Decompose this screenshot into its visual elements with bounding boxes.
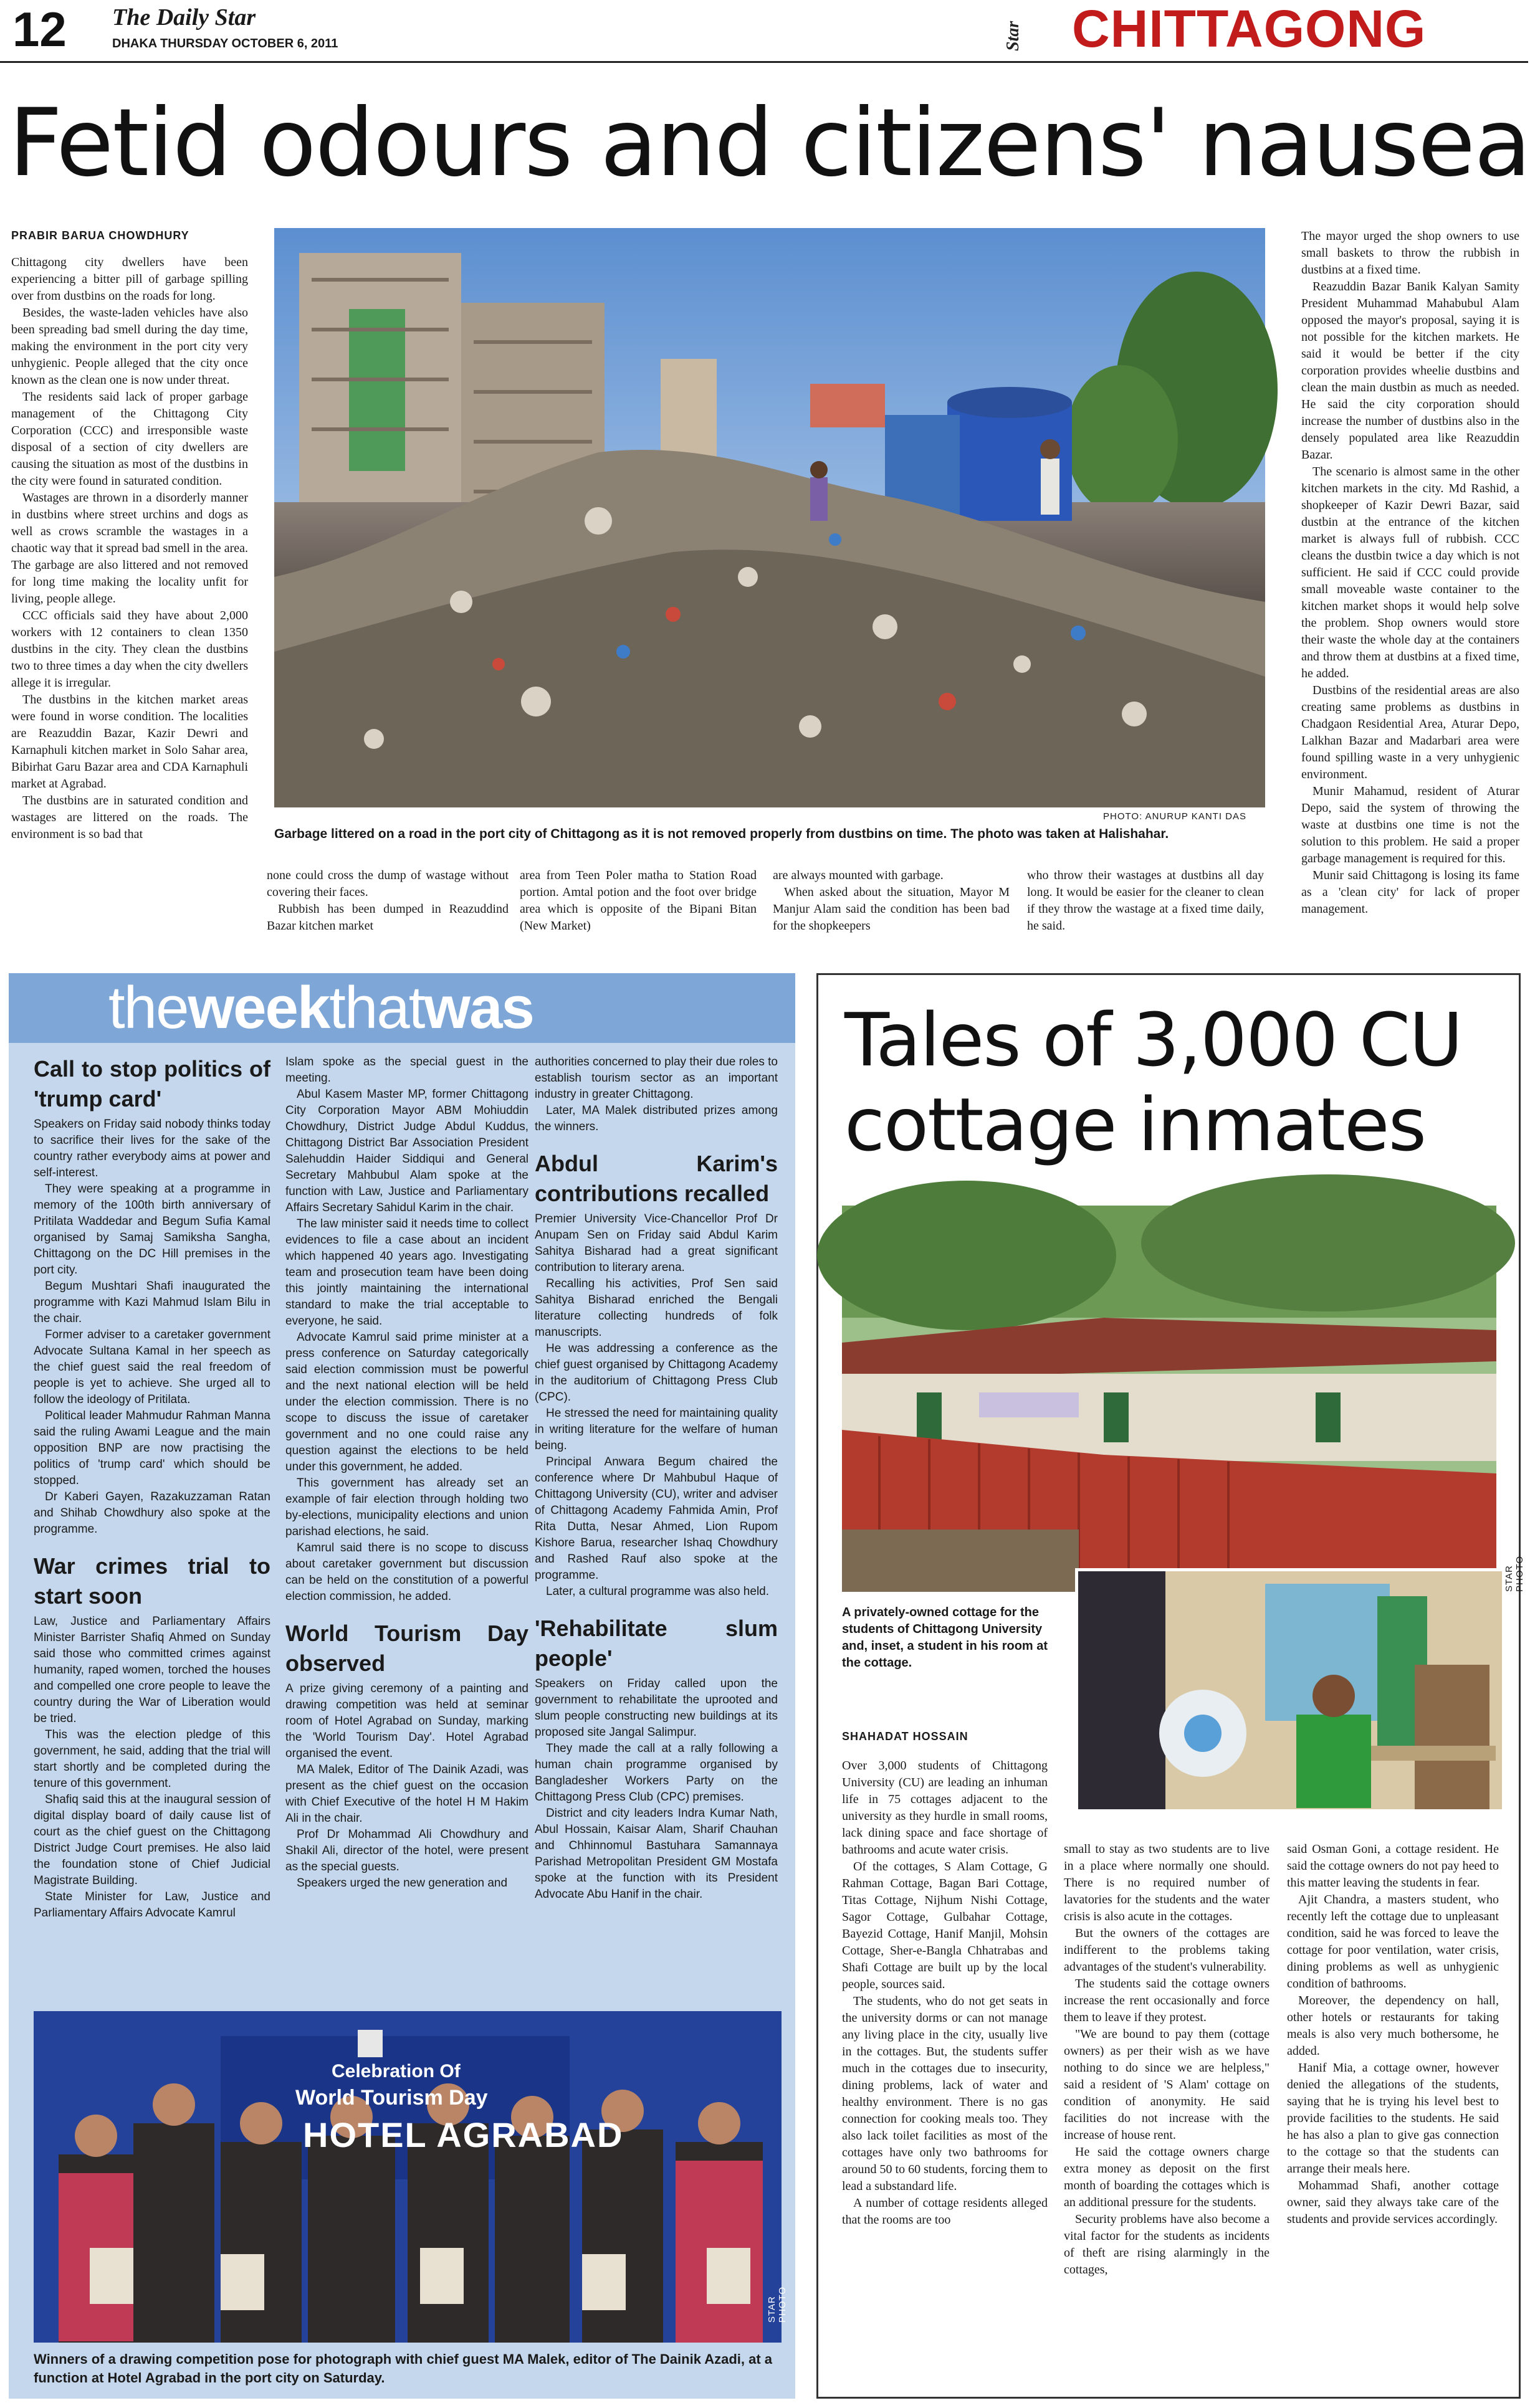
paragraph: The students, who do not get seats in the university dorms or can not manage any living place in the city, usually live in the cottages. But, the students suffer much in the cottages due to insecurity, dining problems, lack of water and healthy environment. There is no gas connection for cooking meals too. They also lack toilet facilities as most of the cottages have only two bathrooms for around 50 to 60 students, forcing them to lead a substandard life. [842,1994,1048,2193]
tourism-day-photo [34,2011,788,2343]
paragraph: Munir Mahamud, resident of Aturar Depo, said the system of throwing the waste at dustbins one time is not the solution to this problem. He said a proper garbage management is required for this. [1301,784,1519,865]
paragraph: said Osman Goni, a cottage resident. He said the cottage owners do not pay heed to this matter leaving the students in fear. [1287,1842,1499,1890]
paragraph: Hanif Mia, a cottage owner, however denied the allegations of the students, saying that he is trying his level best to provide facilities to the students. He said he has also a plan to give gas connection to the cottage so that the students can arrange their meals here. [1287,2061,1499,2176]
paragraph: He said the cottage owners charge extra money as deposit on the first month of boarding the cottages which is an additional pressure for the students. [1064,2145,1269,2209]
section-heading: Abdul Karim's contributions recalled [535,1151,778,1206]
paragraph: none could cross the dump of wastage without covering their faces. [267,868,509,899]
paragraph: Premier University Vice-Chancellor Prof Dr Anupam Sen on Friday said Abdul Karim Sahitya Bisharad had a great significant contribution to literary arena. [535,1212,778,1274]
paragraph: A prize giving ceremony of a painting and drawing competition was held at seminar room of Hotel Agrabad on Sunday, marking the 'World Tourism Day'. Hotel Agrabad organised the event. [285,1682,528,1760]
tourism-banner-line-1: Celebration Of [332,2061,461,2082]
paragraph: This was the election pledge of this government, he said, adding that the trial will start shortly and be completed during the tenure of this government. [34,1728,270,1790]
masthead [0,0,1528,62]
paragraph: Recalling his activities, Prof Sen said Sahitya Bisharad enriched the Bengali literature collecting hundreds of folk manuscripts. [535,1277,778,1339]
section-heading: World Tourism Day observed [285,1620,528,1676]
paragraph: Speakers urged the new generation and [297,1877,508,1890]
paragraph: He stressed the need for maintaining quality in writing literature for the welfare of human being. [535,1407,778,1452]
lead-byline: PRABIR BARUA CHOWDHURY [11,229,189,242]
cottage-caption: A privately-owned cottage for the students of Chittagong University and, inset, a student in his room at the cottage. [842,1606,1048,1670]
paragraph: They were speaking at a programme in memory of the 100th birth anniversary of Pritilata Waddedar and Begum Sufia Kamal organised by Samaj Samiksha Sangha, Chittagong on the DC Hill premises in the port city. [34,1183,270,1277]
paragraph: Speakers on Friday said nobody thinks today to sacrifice their lives for the sake of the country rather everybody aims at power and self-interest. [34,1118,270,1179]
paragraph: small to stay as two students are to live in a place where normally one should. There is no required number of lavatories for the students and the water crisis is also acute in the cottages. [1064,1842,1269,1923]
paragraph: Over 3,000 students of Chittagong University (CU) are leading an inhuman life in 75 cottages adjacent to the university as they hurdle in small rooms, lack dining space and face shortage of bathrooms and acute water crisis. [842,1759,1048,1857]
paragraph: authorities concerned to play their due roles to establish tourism sector as an important industry in greater Chittagong. [535,1055,778,1101]
week-col-2 [285,1054,528,2113]
paragraph: Law, Justice and Parliamentary Affairs Minister Barrister Shafiq Ahmed on Sunday said those who committed crimes against humanity, raped women, torched the houses and compelled one crore people to leave the country during the War of Liberation would be tried. [34,1615,270,1725]
week-that-was-box [9,973,795,2399]
paragraph: State Minister for Law, Justice and Parliamentary Affairs Advocate Kamrul [34,1890,270,1920]
cottage-col-2 [1064,1841,1269,2389]
cottage-headline: Tales of 3,000 CU cottage inmates [844,997,1462,1168]
paragraph: Principal Anwara Begum chaired the conference where Dr Mahbubul Haque of Chittagong University (CU), writer and adviser of Chittagong Academy Fahmida Amin, Prof Rita Dutta, Nesar Ahmed, Lion Rupom Kishore Barua, researcher Ishaq Chowdhury and Rashed Rauf also spoke at the programme. [535,1455,778,1582]
paragraph: Security problems have also become a vital factor for the students as incidents of theft are rising alarmingly in the cottages, [1064,2212,1269,2277]
paragraph: They made the call at a rally following a human chain programme organised by Bangladesher Workers Party on the Chittagong Press Club (CPC) premises. [535,1742,778,1804]
paragraph: "We are bound to pay them (cottage owners) as per their wish as we have nothing to do since we are helpless," said a resident of 'S Alam' cottage on condition of anonymity. He said facilities do not increase with the increase of house rent. [1064,2027,1269,2142]
paragraph: Later, a cultural programme was also held. [546,1585,770,1598]
garbage-photo [274,228,1265,807]
paragraph: who throw their wastages at dustbins all day long. It would be easier for the cleaner to clean if they throw the wastage at a fixed time daily, he said. [1027,868,1264,933]
cottage-photo [842,1206,1496,1592]
tourism-caption: Winners of a drawing competition pose for photograph with chief guest MA Malek, editor of The Dainik Azadi, at a function at Hotel Agrabad in the port city on Saturday. [34,2351,773,2386]
paragraph: Political leader Mahmudur Rahman Manna said the ruling Awami League and the main opposition BNP are now practising the politics of 'trump card' which should be stopped. [34,1409,270,1487]
section-heading: War crimes trial to start soon [34,1553,270,1609]
paragraph: Rubbish has been dumped in Reazuddind Bazar kitchen market [267,902,509,933]
paragraph: Chittagong city dwellers have been experiencing a bitter pill of garbage spilling over from dustbins on the roads for long. [11,255,248,303]
paragraph: Advocate Kamrul said prime minister at a press conference on Saturday categorically said election commission must be powerful and the next national election will be held under the election commission. There is no scope to discuss the issue of caretaker government and no one could raise any question against the elections to be held under this government, he added. [285,1331,528,1473]
cottage-photo-credit: STAR PHOTO [1504,1555,1525,1592]
paragraph: Besides, the waste-laden vehicles have also been spreading bad smell during the day time, making the environment in the port city very unhygienic. People alleged that the city once known as the clean one is now under threat. [11,306,248,387]
paragraph: are always mounted with garbage. [773,868,944,882]
paragraph: Of the cottages, S Alam Cottage, G Rahman Cottage, Bagan Bari Cottage, Titas Cottage, Nijhum Nishi Cottage, Sagor Cottage, Gulbahar Cottage, Bayezid Cottage, Hanif Manjil, Mohsin Cottage, Sher-e-Bangla Chhatrabas and Shafi Cottage are built up by the local people, sources said. [842,1860,1048,1991]
banner-word: that [329,974,424,1041]
tourism-photo-credit: STAR PHOTO [767,2286,788,2323]
paragraph: When asked about the situation, Mayor M Manjur Alam said the condition has been bad for the shopkeepers [773,885,1010,933]
section-name: CHITTAGONG [1072,0,1427,58]
masthead-rule [0,61,1528,63]
paragraph: area from Teen Poler matha to Station Road portion. Amtal potion and the foot over bridge area which is opposite of the Bipani Bitan (New Market) [520,868,757,933]
paragraph: Shafiq said this at the inaugural session of digital display board of daily cause list of court as the chief guest on the Chittagong District Judge Court premises. He also laid the foundation stone of Chief Judicial Magistrate Building. [34,1793,270,1887]
dateline: DHAKA THURSDAY OCTOBER 6, 2011 [112,37,338,50]
paragraph: The law minister said it needs time to collect evidences to file a case about an incident which happened 40 years ago. Investigating team and prosecution team have been doing this jointly maintaining the international standard to make the trial acceptable to everyone, he said. [285,1217,528,1328]
paragraph: Abul Kasem Master MP, former Chittagong City Corporation Mayor ABM Mohiuddin Chowdhury, District Judge Abdul Kuddus, Chittagong District Bar Association President Salehuddin Haider Siddiqui and General Secretary Mahbubul Alam spoke at the function with Law, Justice and Parliamentary Affairs Secretary Sahidul Karim in the chair. [285,1088,528,1214]
section-heading: 'Rehabilitate slum people' [535,1616,778,1671]
paragraph: Islam spoke as the special guest in the meeting. [285,1055,528,1085]
paragraph: Later, MA Malek distributed prizes among the winners. [535,1104,778,1133]
lead-col-right [1301,228,1519,938]
section-heading: Call to stop politics of 'trump card' [34,1056,270,1111]
lead-col-3 [520,867,757,935]
lead-headline: Fetid odours and citizens' nausea [9,89,1530,197]
paragraph: Kamrul said there is no scope to discuss about caretaker government but discussion can be held on the constitution of a powerful election commission, he added. [285,1541,528,1603]
paragraph: Begum Mushtari Shafi inaugurated the programme with Kazi Mahmud Islam Bilu in the chair. [34,1280,270,1325]
paragraph: Dr Kaberi Gayen, Razakuzzaman Ratan and Shihab Chowdhury also spoke at the programme. [34,1490,270,1536]
garbage-scene-image [274,228,1265,807]
week-banner-text [108,974,533,1042]
banner-word: was [424,974,533,1041]
paper-name: The Daily Star [112,4,256,31]
paragraph: Wastages are thrown in a disorderly manner in dustbins where street urchins and dogs as well as crows scramble the wastages in a chaotic way that it spread bad smell in the area. The garbage are also littered and not removed for long time making the locality unfit for living, people allege. [11,491,248,606]
banner-word: the [108,974,188,1041]
banner-word: week [188,974,330,1041]
paragraph: Reazuddin Bazar Banik Kalyan Samity President Muhammad Mahabubul Alam opposed the mayor's proposal, saying it is not possible for the kitchen markets. He said it would be better if the city corporation provides wheelie dustbins and clean the main dustbin as much as needed. He said the city corporation should increase the number of dustbins also in the densely populated area like Reazuddin Bazar. [1301,280,1519,462]
lead-photo-credit: PHOTO: ANURUP KANTI DAS [1103,811,1246,822]
paragraph: Munir said Chittagong is losing its fame as a 'clean city' for lack of proper management. [1301,868,1519,916]
paragraph: Prof Dr Mohammad Ali Chowdhury and Shakil Ali, director of the hotel, were present as the special guests. [285,1828,528,1873]
paragraph: Dustbins of the residential areas are also creating same problems as dustbins in Chadgaon Residential Area, Aturar Depo, Lalkhan Bazar and Madarbari area were found spilling waste in a very unhygienic environment. [1301,683,1519,781]
paragraph: District and city leaders Indra Kumar Nath, Abul Hossain, Kaisar Alam, Sharif Chauhan and Chhinnomul Bastuhara Samannaya Parishad Metropolitan President GM Mostafa spoke at the function with its President Advocate Abu Hanif in the chair. [535,1807,778,1901]
paragraph: Ajit Chandra, a masters student, who recently left the cottage due to unpleasant condition, said he was forced to leave the cottage for poor ventilation, water crisis, dining problems as well as unhygienic condition of bathrooms. [1287,1893,1499,1991]
paragraph: This government has already set an example of fair election through holding two by-elections, municipality elections and union parishad elections, he said. [285,1477,528,1538]
page-number: 12 [12,2,67,57]
paragraph: CCC officials said they have about 2,000 workers with 12 containers to clean 1350 dustbins in the city. They clean the dustbins two to three times a day when the city dwellers allege it is irregular. [11,609,248,690]
paragraph: The dustbins in the kitchen market areas were found in worse condition. The localities are Reazuddin Bazar, Kazir Dewri and Karnaphuli kitchen market in Solo Sahar area, Bibirhat Garu Bazar area and CDA Karnaphuli market at Agrabad. [11,693,248,791]
paragraph: The mayor urged the shop owners to use small baskets to throw the rubbish in dustbins at a fixed time. [1301,229,1519,277]
paragraph: Mohammad Shafi, another cottage owner, said they always take care of the students and provide services accordingly. [1287,2179,1499,2226]
cottage-story-box [816,973,1525,2399]
paragraph: A number of cottage residents alleged that the rooms are too [842,2196,1048,2227]
paragraph: Former adviser to a caretaker government Advocate Sultana Kamal in her speech as the chief guest said the real freedom of people is yet to achieve. She urged all to follow the ideology of Pritilata. [34,1328,270,1406]
student-room-image [1078,1571,1502,1809]
paragraph: But the owners of the cottages are indifferent to the problems taking advantages of the student's vulnerability. [1064,1926,1269,1974]
cottage-inset-photo [1075,1568,1505,1812]
cottage-exterior-image [842,1206,1496,1592]
lead-col-5 [1027,867,1264,935]
cottage-col-1 [842,1758,1048,2387]
week-col-1 [34,1054,270,2113]
paragraph: The dustbins are in saturated condition and wastages are littered on the roads. The environment is so bad that [11,794,248,841]
paragraph: The scenario is almost same in the other kitchen markets in the city. Md Rashid, a shopkeeper of Kazir Dewri Bazar, said dustbin at the entrance of the kitchen market is always full of rubbish. CCC cleans the dustbin twice a day which is not sufficient. He said if CCC could provide small moveable waste container to the kitchen market shops it would help solve the problem. Shop owners would store their waste the whole day at the containers and throw them at dustbins at a fixed time, he added. [1301,465,1519,680]
section-star-logo: Star [1003,21,1023,51]
lead-col-1 [11,254,248,933]
cottage-col-3 [1287,1841,1499,2389]
lead-caption: Garbage littered on a road in the port city of Chittagong as it is not removed properly from dustbins on time. The photo was taken at Halishahar. [274,827,1169,841]
paragraph: Moreover, the dependency on hall, other hotels or restaurants for taking meals is also very much bothersome, he added. [1287,1994,1499,2058]
tourism-banner-line-3: HOTEL AGRABAD [303,2115,624,2154]
paragraph: Speakers on Friday called upon the government to rehabilitate the uprooted and slum people constructing new buildings at its proposed site Jangal Salimpur. [535,1677,778,1739]
lead-col-4 [773,867,1010,935]
week-col-3 [535,1054,778,2113]
paragraph: The students said the cottage owners increase the rent occasionally and force them to leave if they protest. [1064,1977,1269,2024]
paragraph: He was addressing a conference as the chief guest organised by Chittagong Academy in the auditorium of Chittagong Press Club (CPC). [535,1342,778,1404]
week-banner [9,973,795,1043]
cottage-byline: SHAHADAT HOSSAIN [842,1730,968,1743]
lead-col-2 [267,867,509,935]
tourism-banner-line-2: World Tourism Day [295,2086,488,2110]
paragraph: The residents said lack of proper garbage management of the Chittagong City Corporation (CCC) and irresponsible waste disposal of a section of city dwellers are causing the situation as most of the dustbins in the city were found in saturated condition. [11,390,248,488]
paragraph: MA Malek, Editor of The Dainik Azadi, was present as the chief guest on the occasion with Chief Executive of the hotel H M Hakim Ali in the chair. [285,1763,528,1825]
